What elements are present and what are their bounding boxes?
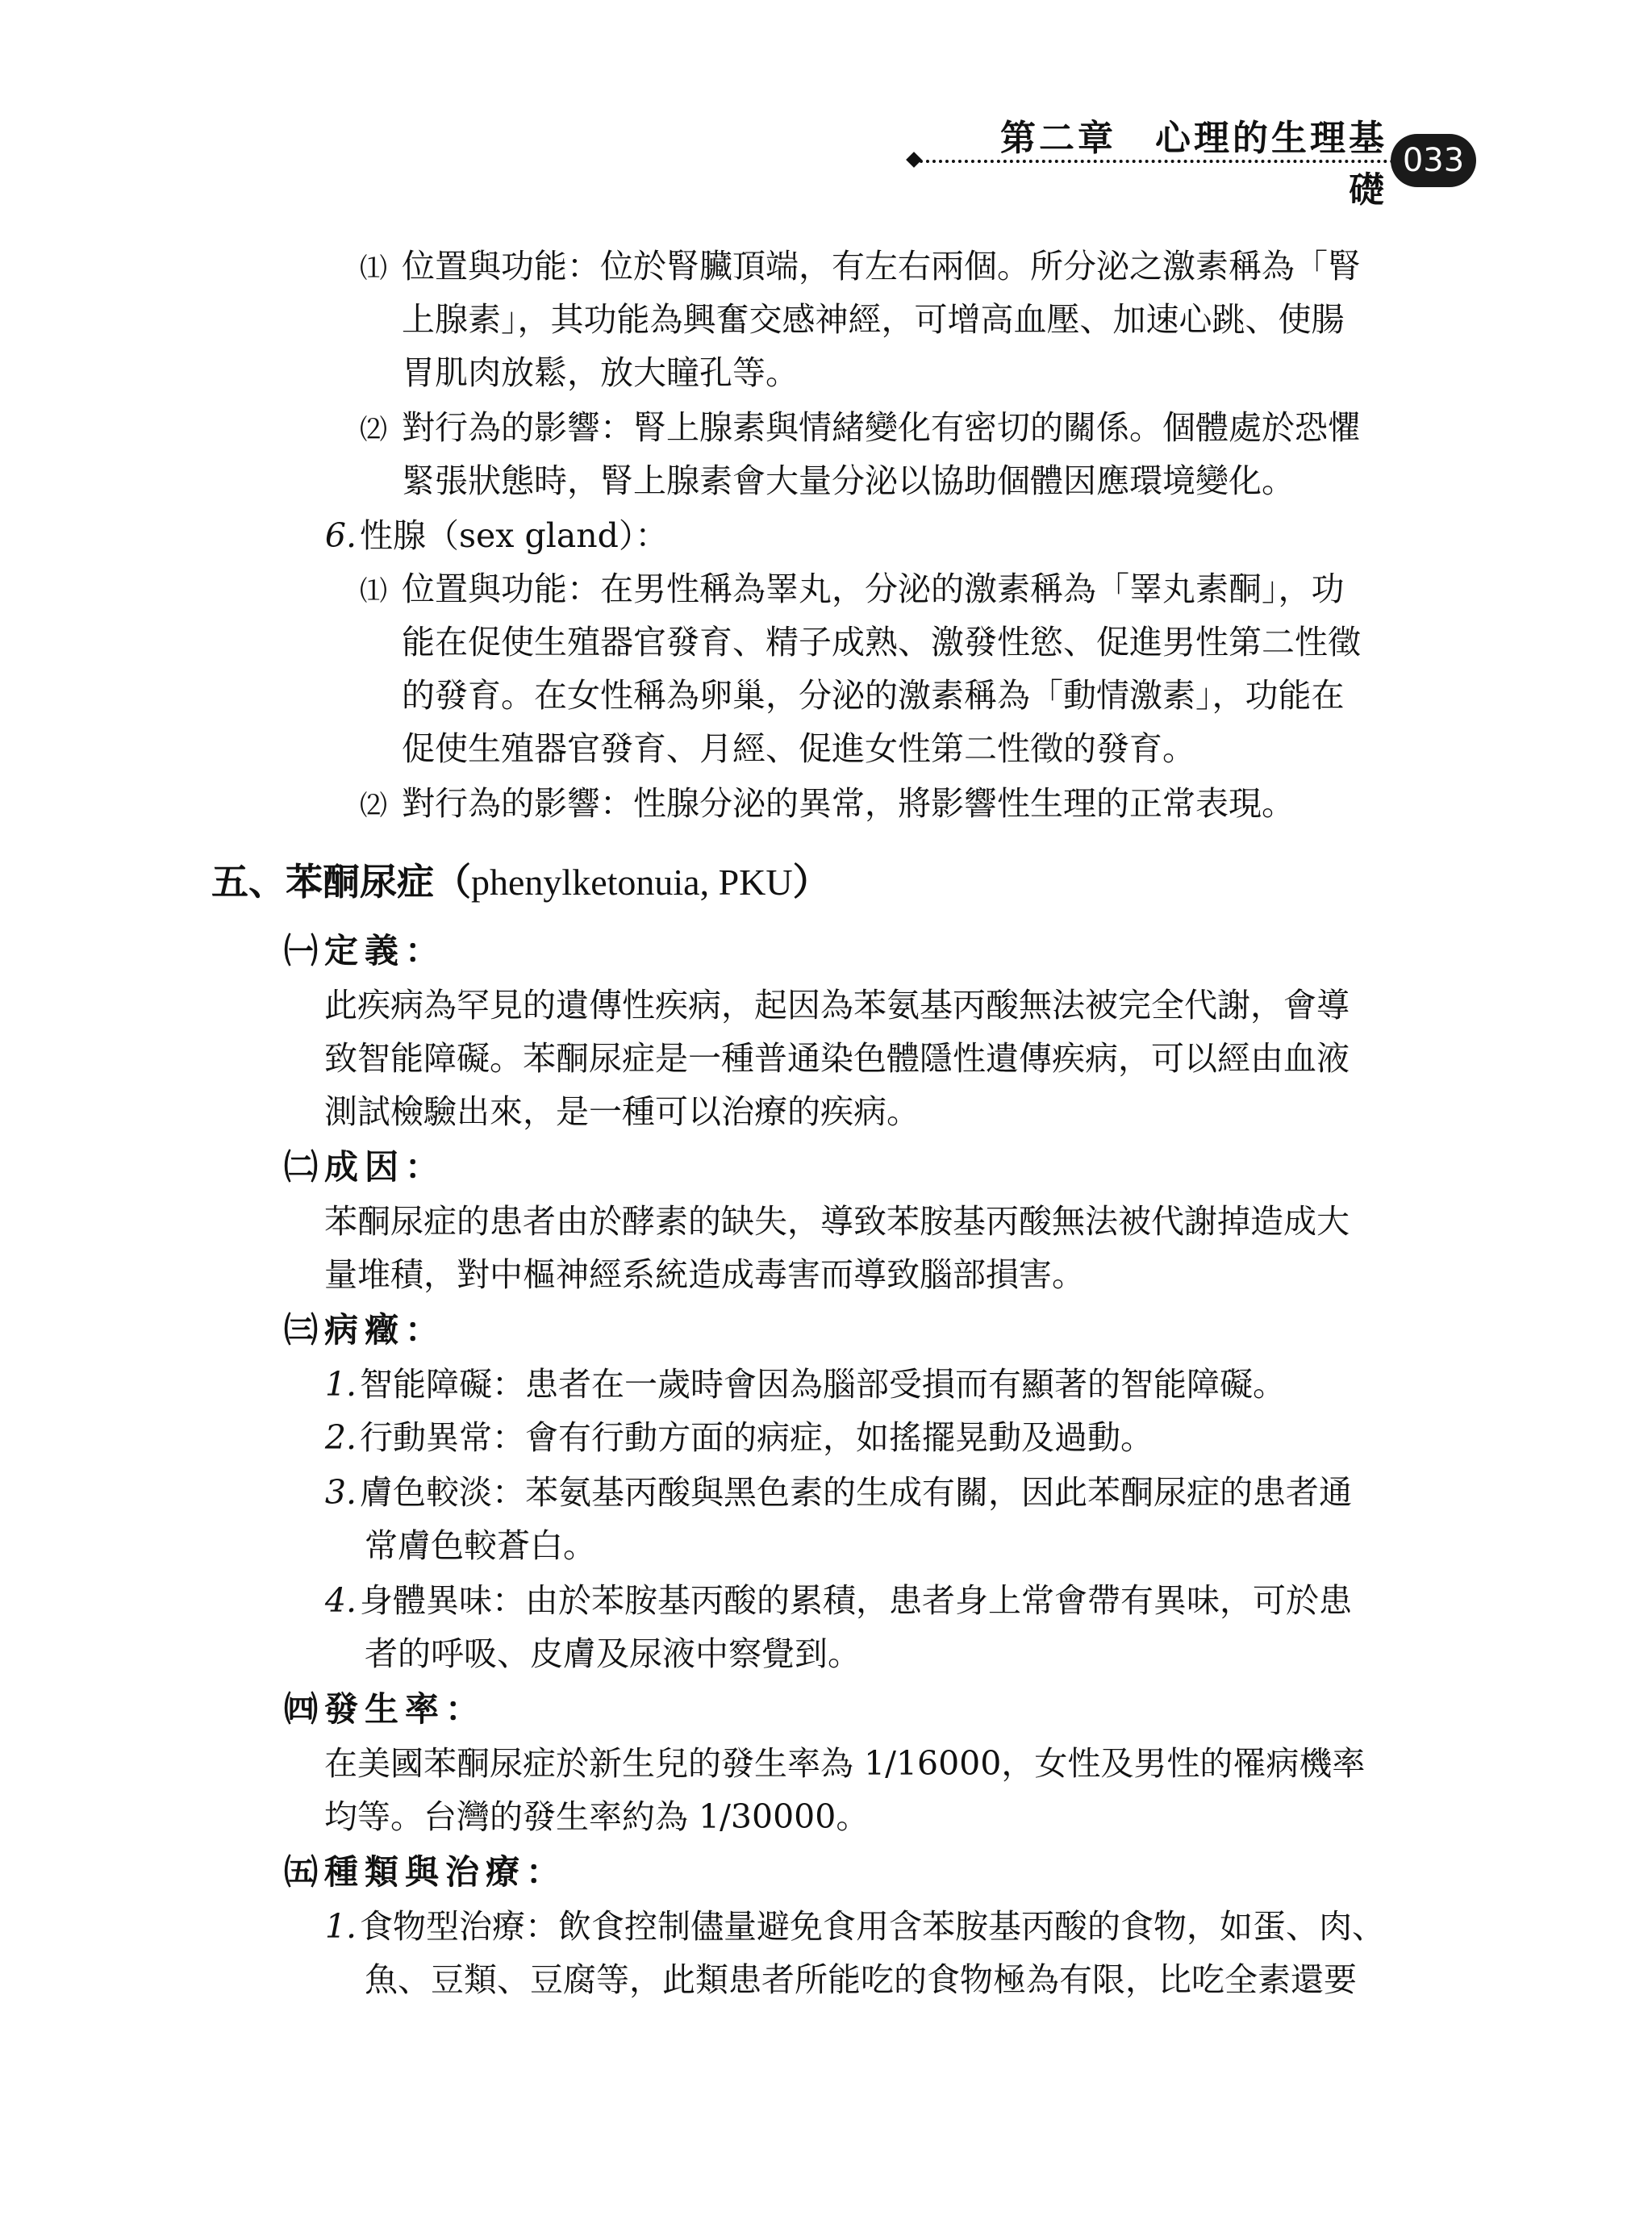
item-marker: ⑵: [360, 790, 387, 822]
section-title-close: ）: [792, 860, 830, 904]
subsection-marker: ㈢: [284, 1310, 325, 1350]
text: 食物型治療：飲食控制儘量避免食用含苯胺基丙酸的食物，如蛋、肉、: [360, 1907, 1385, 1946]
section-title-zh: 五、苯酮尿症（: [211, 860, 471, 904]
subsection-marker: ㈣: [284, 1689, 325, 1729]
text: 膚色較淡：苯氨基丙酸與黑色素的生成有關，因此苯酮尿症的患者通: [360, 1473, 1352, 1512]
page-number-badge: 033: [1391, 134, 1476, 187]
incidence-line-1: 在美國苯酮尿症於新生兒的發生率為 1/16000，女性及男性的罹病機率: [324, 1744, 1366, 1783]
adrenal-item-1-line-1: [360, 244, 1361, 291]
text: 位置與功能：在男性稱為睪丸，分泌的激素稱為「睪丸素酮」，功: [402, 570, 1345, 608]
sex-gland-item-1-line-2: 能在促使生殖器官發育、精子成熟、激發性慾、促進男性第二性徵: [402, 623, 1361, 662]
symptom-item-1: [323, 1362, 1286, 1407]
text: 病癥：: [324, 1310, 446, 1350]
subsection-marker: ㈤: [284, 1852, 325, 1892]
text: 身體異味：由於苯胺基丙酸的累積，患者身上常會帶有異味，可於患: [360, 1581, 1352, 1620]
cause-heading: [284, 1144, 445, 1191]
header-dotted-rule: [920, 160, 1400, 163]
sex-gland-item-1-line-4: 促使生殖器官發育、月經、促進女性第二性徵的發育。: [402, 729, 1195, 768]
list-number: 6.: [324, 516, 357, 555]
text: 智能障礙：患者在一歲時會因為腦部受損而有顯著的智能障礙。: [360, 1365, 1286, 1404]
list-number: 1.: [324, 1365, 357, 1404]
symptom-item-3-line-2: 常膚色較蒼白。: [365, 1526, 596, 1565]
subsection-marker: ㈠: [284, 931, 325, 970]
definition-heading: [284, 928, 445, 975]
text: 性腺（sex gland）：: [360, 516, 669, 555]
adrenal-item-2-line-1: [360, 405, 1361, 453]
types-item-1-line-1: [323, 1904, 1385, 1949]
symptom-item-2: [323, 1415, 1153, 1460]
text: 種類與治療：: [324, 1852, 567, 1892]
symptom-item-3-line-1: [323, 1470, 1352, 1515]
incidence-line-2: 均等。台灣的發生率約為 1/30000。: [324, 1797, 870, 1836]
types-item-1-line-2: 魚、豆類、豆腐等，此類患者所能吃的食物極為有限，比吃全素還要: [365, 1960, 1357, 1999]
list-number: 2.: [324, 1418, 357, 1457]
sex-gland-item-2-line-1: [360, 781, 1295, 828]
section-heading: [211, 857, 830, 908]
definition-line-1: 此疾病為罕見的遺傳性疾病，起因為苯氨基丙酸無法被完全代謝，會導: [324, 986, 1350, 1025]
text: 定義：: [324, 931, 446, 970]
text: 發生率：: [324, 1689, 486, 1729]
text: 行動異常：會有行動方面的病症，如搖擺晃動及過動。: [360, 1418, 1153, 1457]
definition-line-3: 測試檢驗出來，是一種可以治療的疾病。: [324, 1092, 920, 1131]
chapter-header: 第二章 心理的生理基礎: [1000, 118, 1387, 211]
text: 對行為的影響：腎上腺素與情緒變化有密切的關係。個體處於恐懼: [402, 408, 1361, 447]
adrenal-item-1-line-2: 上腺素」，其功能為興奮交感神經，可增高血壓、加速心跳、使腸: [402, 300, 1345, 339]
text: 成因：: [324, 1147, 446, 1187]
list-number: 4.: [324, 1581, 357, 1620]
text: 位置與功能：位於腎臟頂端，有左右兩個。所分泌之激素稱為「腎: [402, 247, 1361, 286]
sex-gland-heading: [323, 513, 668, 558]
list-number: 3.: [324, 1473, 357, 1512]
adrenal-item-1-line-3: 胃肌肉放鬆，放大瞳孔等。: [402, 353, 799, 392]
section-title-en: phenylketonuia, PKU: [471, 862, 793, 903]
list-number: 1.: [324, 1907, 357, 1946]
definition-line-2: 致智能障礙。苯酮尿症是一種普通染色體隱性遺傳疾病，可以經由血液: [324, 1039, 1350, 1078]
subsection-marker: ㈡: [284, 1147, 325, 1187]
symptoms-heading: [284, 1307, 445, 1354]
symptom-item-4-line-1: [323, 1578, 1352, 1623]
sex-gland-item-1-line-1: [360, 566, 1345, 614]
item-marker: ⑴: [360, 252, 387, 285]
symptom-item-4-line-2: 者的呼吸、皮膚及尿液中察覺到。: [365, 1634, 861, 1673]
item-marker: ⑴: [360, 575, 387, 607]
cause-line-2: 量堆積，對中樞神經系統造成毒害而導致腦部損害。: [324, 1255, 1085, 1294]
adrenal-item-2-line-2: 緊張狀態時，腎上腺素會大量分泌以協助個體因應環境變化。: [402, 461, 1295, 500]
types-heading: [284, 1849, 566, 1896]
sex-gland-item-1-line-3: 的發育。在女性稱為卵巢，分泌的激素稱為「動情激素」，功能在: [402, 676, 1345, 715]
cause-line-1: 苯酮尿症的患者由於酵素的缺失，導致苯胺基丙酸無法被代謝掉造成大: [324, 1202, 1350, 1241]
item-marker: ⑵: [360, 414, 387, 446]
incidence-heading: [284, 1686, 486, 1733]
text: 對行為的影響：性腺分泌的異常，將影響性生理的正常表現。: [402, 784, 1295, 823]
